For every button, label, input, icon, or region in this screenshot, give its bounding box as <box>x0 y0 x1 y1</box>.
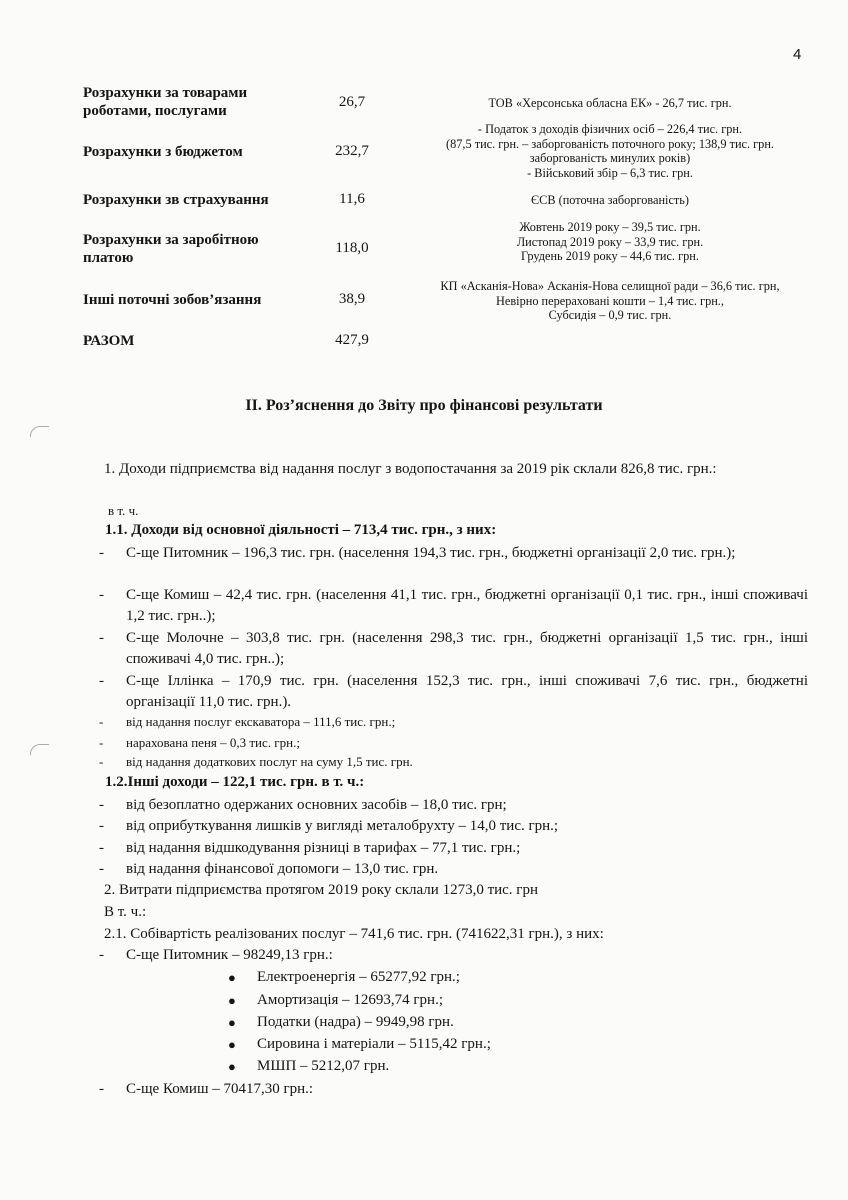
table-row-note: - Податок з доходів фізичних осіб – 226,4 тис. грн. (87,5 тис. грн. – заборгованість поточного року; 138,9 тис. грн. заборгованість минулих років) - Військовий збір – 6,3 тис. грн. <box>446 122 774 180</box>
bullet-item: ● Амортизація – 12693,74 грн.; <box>228 990 443 1011</box>
list-item: - С-ще Іллінка – 170,9 тис. грн. (населення 152,3 тис. грн., інші споживачі 7,6 тис. грн., бюджетні організації 11,0 тис. грн.). <box>99 673 808 710</box>
list-item: - від надання відшкодування різниці в тарифах – 77,1 тис. грн.; <box>99 840 521 856</box>
list-item: - С-ще Комиш – 70417,30 грн.: <box>99 1081 314 1097</box>
page-number: 4 <box>793 46 802 63</box>
table-row-label: Розрахунки за заробітною платою <box>83 232 259 266</box>
table-row-value: 26,7 <box>338 94 366 110</box>
in-that-number-label: в т. ч. <box>108 503 139 518</box>
table-row-value: 11,6 <box>339 191 365 207</box>
in-that-number-label: В т. ч.: <box>104 904 147 920</box>
heading-1-1: 1.1. Доходи від основної діяльності – 713,4 тис. грн., з них: <box>105 522 497 538</box>
list-item: - від надання додаткових послуг на суму 1,5 тис. грн. <box>99 754 413 769</box>
table-row-note: Жовтень 2019 року – 39,5 тис. грн. Листопад 2019 року – 33,9 тис. грн. Грудень 2019 року – 44,6 тис. грн. <box>516 220 704 264</box>
list-item: - від безоплатно одержаних основних засобів – 18,0 тис. грн; <box>99 797 507 813</box>
paragraph-expenses-total: 2. Витрати підприємства протягом 2019 року склали 1273,0 тис. грн <box>104 882 538 898</box>
list-item: - від оприбуткування лишків у вигляді металобрухту – 14,0 тис. грн.; <box>99 818 559 834</box>
table-row-value: 38,9 <box>338 291 366 307</box>
bullet-item: ● Податки (надра) – 9949,98 грн. <box>228 1012 454 1033</box>
bullet-icon: ● <box>228 993 236 1008</box>
table-row-value: 232,7 <box>335 143 369 159</box>
paragraph-income-total: 1. Доходи підприємства від надання послуг з водопостачання за 2019 рік склали 826,8 тис. грн.: <box>104 461 717 477</box>
table-row-value: 118,0 <box>335 240 369 256</box>
table-row-note: КП «Асканія-Нова» Асканія-Нова селищної ради – 36,6 тис. грн, Невірно перераховані кошти – 1,4 тис. грн., Субсидія – 0,9 тис. грн. <box>440 279 780 323</box>
bullet-icon: ● <box>228 970 236 985</box>
table-row-note: ТОВ «Херсонська обласна ЕК» - 26,7 тис. грн. <box>488 96 732 110</box>
heading-2-1: 2.1. Собівартість реалізованих послуг – 741,6 тис. грн. (741622,31 грн.), з них: <box>104 926 604 942</box>
list-item: - С-ще Комиш – 42,4 тис. грн. (населення 41,1 тис. грн., бюджетні організації 0,1 тис. грн., інші споживачі 1,2 тис. грн..); <box>99 587 808 624</box>
scan-artifact <box>30 744 49 755</box>
table-row-note: ЄСВ (поточна заборгованість) <box>531 193 689 207</box>
bullet-item: ● Електроенергія – 65277,92 грн.; <box>228 967 460 988</box>
bullet-item: ● МШП – 5212,07 грн. <box>228 1056 389 1077</box>
table-total-label: РАЗОМ <box>83 333 135 349</box>
list-item: - від надання послуг екскаватора – 111,6 тис. грн.; <box>99 714 396 729</box>
list-item: - від надання фінансової допомоги – 13,0 тис. грн. <box>99 861 439 877</box>
table-row-label: Інші поточні зобов’язання <box>83 292 262 308</box>
table-total-value: 427,9 <box>335 332 369 348</box>
bullet-item: ● Сировина і матеріали – 5115,42 грн.; <box>228 1034 491 1055</box>
table-row-label: Розрахунки з бюджетом <box>83 144 243 160</box>
bullet-icon: ● <box>228 1059 236 1074</box>
table-row-label: Розрахунки зв страхування <box>83 192 269 208</box>
heading-1-2: 1.2.Інші доходи – 122,1 тис. грн. в т. ч.: <box>105 774 365 790</box>
list-item: - С-ще Питомник – 98249,13 грн.: <box>99 947 333 963</box>
list-item: - нарахована пеня – 0,3 тис. грн.; <box>99 735 300 750</box>
list-item: - С-ще Питомник – 196,3 тис. грн. (населення 194,3 тис. грн., бюджетні організації 2,0 тис. грн.); <box>99 545 736 561</box>
bullet-icon: ● <box>228 1015 236 1030</box>
bullet-icon: ● <box>228 1037 236 1052</box>
table-row-label: Розрахунки за товарами роботами, послугами <box>83 85 248 119</box>
scan-artifact <box>30 426 49 437</box>
section-title: ІІ. Роз’яснення до Звіту про фінансові результати <box>245 397 603 414</box>
list-item: - С-ще Молочне – 303,8 тис. грн. (населення 298,3 тис. грн., бюджетні організації 1,5 тис. грн., інші споживачі 4,0 тис. грн..); <box>99 630 808 667</box>
